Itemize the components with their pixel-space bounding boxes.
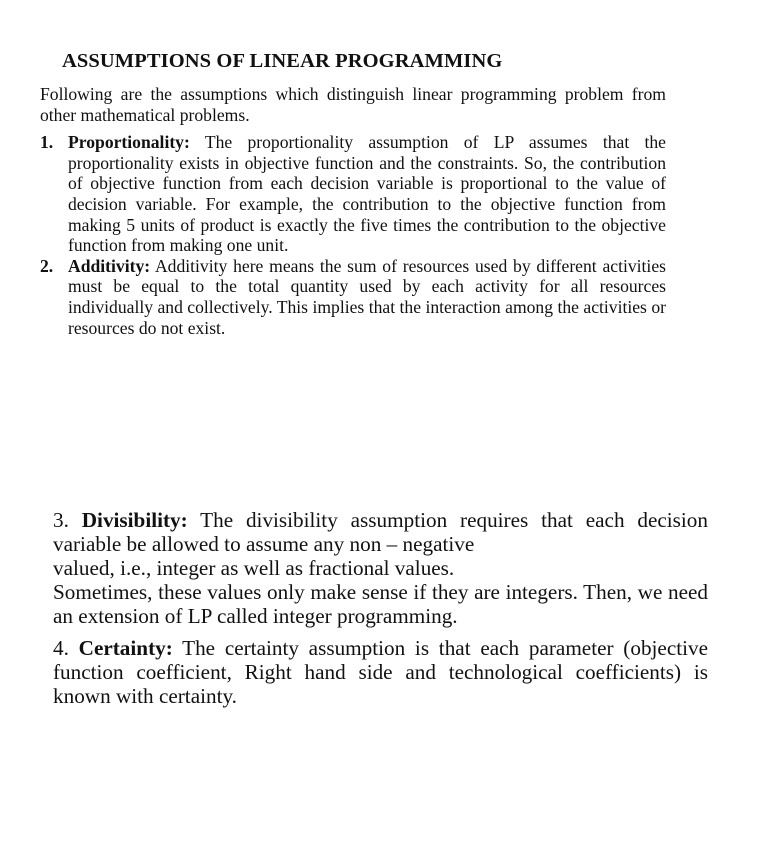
list-item-additivity (40, 256, 666, 338)
item-heading: Proportionality: (68, 132, 190, 153)
divisibility-line-1 (53, 508, 708, 556)
item-number: 1. (40, 132, 54, 153)
item-text: Additivity here means the sum of resources used by different activities must be equal to the total quantity used by each activity for all resources individually and collectively. This implies that the interaction among the activities or resources do not exist. (68, 255, 666, 338)
item-text: The certainty assumption is that each parameter (objective function coefficient, Right hand side and technological coefficients) is known with certainty. (53, 636, 709, 708)
intro-paragraph: Following are the assumptions which distinguish linear programming problem from other mathematical problems. (40, 84, 666, 125)
list-item-proportionality (40, 132, 666, 256)
certainty-block (53, 636, 708, 708)
item-heading: Certainty: (78, 636, 173, 660)
item-heading: Additivity: (68, 255, 151, 276)
upper-section (40, 84, 666, 338)
lower-section (53, 508, 708, 708)
item-text: The proportionality assumption of LP assumes that the proportionality exists in objective function and the constraints. So, the contribution of objective function from each decision variable is proportional to the value of decision variable. For example, the contribution to the objective function from making 5 units of product is exactly the five times the contribution to the objective function from making one unit. (68, 132, 666, 256)
page-title: ASSUMPTIONS OF LINEAR PROGRAMMING (62, 50, 503, 72)
item-number: 2. (40, 255, 54, 276)
item-text: The divisibility assumption requires that each decision variable be allowed to assume any non – negative (53, 508, 708, 556)
item-number: 3. (53, 508, 69, 532)
divisibility-line-3: Sometimes, these values only make sense if they are integers. Then, we need an extension of LP called integer programming. (53, 580, 708, 628)
item-number: 4. (53, 636, 69, 660)
divisibility-block (53, 508, 708, 628)
divisibility-line-2: valued, i.e., integer as well as fractional values. (53, 556, 455, 580)
item-heading: Divisibility: (81, 508, 188, 532)
